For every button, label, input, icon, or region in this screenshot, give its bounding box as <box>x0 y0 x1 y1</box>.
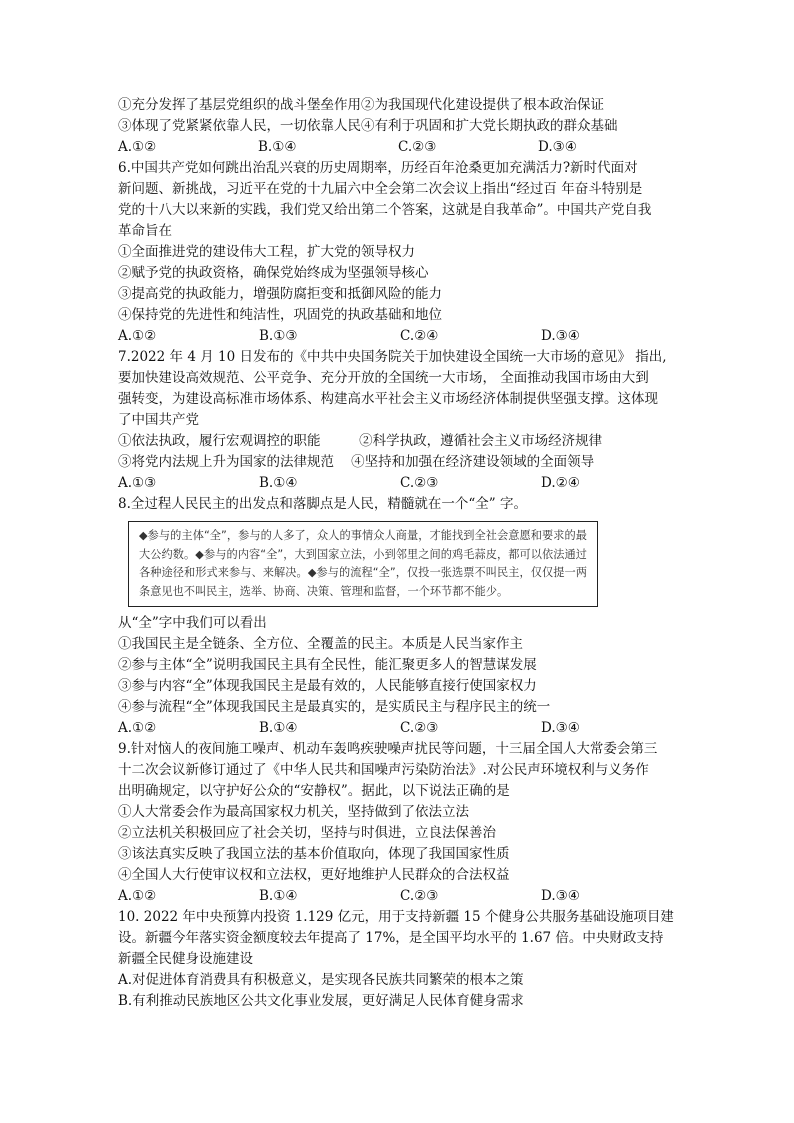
option-d: D.②④ <box>541 475 580 491</box>
q9-item-4: ④全国人大行使审议权和立法权，更好地维护人民群众的合法权益 <box>118 867 510 883</box>
q6-stem-line: 革命旨在 <box>118 223 172 239</box>
q9-stem-line: 十二次会议新修订通过了《中华人民共和国噪声污染防治法》.对公民声环境权利与义务作 <box>118 762 649 778</box>
question-10 <box>118 907 693 1012</box>
option-b: B.①④ <box>259 720 298 736</box>
option-b: B.①④ <box>259 475 298 491</box>
q8-lead: 从“全”字中我们可以看出 <box>118 615 267 631</box>
q7-stem-line: 要加快建设高效规范、公平竞争、充分开放的全国统一大市场， 全面推动我国市场由大到 <box>118 370 649 386</box>
q10-stem-line: 设。新疆今年落实资金额度较去年提高了 17%，是全国平均水平的 1.67 倍。中央财政支持 <box>118 930 664 946</box>
option-b: B.①③ <box>259 328 298 344</box>
q7-item-1-2: ①依法执政，履行宏观调控的职能 ②科学执政，遵循社会主义市场经济规律 <box>118 433 603 449</box>
q7-item-3-4: ③将党内法规上升为国家的法律规范 ④坚持和加强在经济建设领域的全面领导 <box>118 454 595 470</box>
q8-item-3: ③参与内容“全”体现我国民主是最有效的，人民能够直接行使国家权力 <box>118 678 537 694</box>
option-d: D.③④ <box>541 888 580 904</box>
q10-option-a: A.对促进体育消费具有积极意义，是实现各民族共同繁荣的根本之策 <box>118 972 524 988</box>
option-a: A.①② <box>118 720 157 736</box>
q8-stem: 8.全过程人民民主的出发点和落脚点是人民，精髓就在一个“全” 字。 <box>118 496 527 512</box>
q6-item-1: ①全面推进党的建设伟大工程，扩大党的领导权力 <box>118 244 415 260</box>
q10-stem-line: 新疆全民健身设施建设 <box>118 951 253 967</box>
q6-stem-line: 6.中国共产党如何跳出治乱兴衰的历史周期率，历经百年沧桑更加充满活力?新时代面对 <box>118 160 638 176</box>
q7-stem-line: 7.2022 年 4 月 10 日发布的《中共中央国务院关于加快建设全国统一大市场的意见》 指出, <box>118 349 667 365</box>
q8-item-2: ②参与主体“全”说明我国民主具有全民性，能汇聚更多人的智慧谋发展 <box>118 657 537 673</box>
q7-stem-line: 了中国共产党 <box>118 412 199 428</box>
q6-item-2: ②赋予党的执政资格，确保党始终成为坚强领导核心 <box>118 265 429 281</box>
option-a: A.①② <box>118 328 157 344</box>
q8-item-4: ④参与流程“全”体现我国民主是最真实的，是实质民主与程序民主的统一 <box>118 699 551 715</box>
question-9 <box>118 739 693 907</box>
q6-stem-line: 新问题、新挑战，习近平在党的十九届六中全会第二次会议上指出“经过百 年奋斗特别是 <box>118 181 643 197</box>
option-d: D.③④ <box>541 328 580 344</box>
option-c: C.②③ <box>400 475 439 491</box>
q8-material-box <box>128 521 598 607</box>
q9-options <box>118 886 693 907</box>
option-a: A.①③ <box>118 475 157 491</box>
q6-options <box>118 326 693 347</box>
option-b: B.①④ <box>258 139 297 155</box>
q7-options <box>118 473 693 494</box>
option-c: C.②③ <box>400 720 439 736</box>
q10-option-b: B.有利推动民族地区公共文化事业发展，更好满足人民体育健身需求 <box>118 993 524 1009</box>
option-a: A.①② <box>118 139 157 155</box>
q9-stem-line: 9.针对恼人的夜间施工噪声、机动车轰鸣疾驶噪声扰民等问题，十三届全国人大常委会第三 <box>118 741 658 757</box>
q9-item-1: ①人大常委会作为最高国家权力机关，坚持做到了依法立法 <box>118 804 469 820</box>
option-a: A.①② <box>118 888 157 904</box>
option-c: C.②④ <box>400 328 439 344</box>
q6-item-4: ④保持党的先进性和纯洁性，巩固党的执政基础和地位 <box>118 307 442 323</box>
q6-item-3: ③提高党的执政能力，增强防腐拒变和抵御风险的能力 <box>118 286 442 302</box>
q5-options <box>118 137 693 158</box>
q9-item-2: ②立法机关积极回应了社会关切，坚持与时俱进，立良法保善治 <box>118 825 496 841</box>
q8-material-text: ◆参与的主体“全”，参与的人多了，众人的事情众人商量，才能找到全社会意愿和要求的最大公约数。◆参与的内容“全”，大到国家立法，小到邻里之间的鸡毛蒜皮，都可以依法通过各种途径和形式来参与、来解决。◆参与的流程“全”，仅投一张选票不叫民主，仅仅提一两条意见也不叫民主，选举、协商、决策、管理和监督，一个环节都不能少。 <box>139 529 587 598</box>
q9-item-3: ③该法真实反映了我国立法的基本价值取向，体现了我国国家性质 <box>118 846 510 862</box>
option-d: D.③④ <box>538 139 577 155</box>
question-7 <box>118 347 693 494</box>
option-c: C.②③ <box>398 139 437 155</box>
option-c: C.②③ <box>400 888 439 904</box>
question-6 <box>118 158 693 347</box>
q7-stem-line: 强转变，为建设高标准市场体系、构建高水平社会主义市场经济体制提供坚强支撑。这体现 <box>118 391 658 407</box>
q8-options <box>118 718 693 739</box>
q5-item-1-2: ①充分发挥了基层党组织的战斗堡垒作用②为我国现代化建设提供了根本政治保证 <box>118 97 604 113</box>
question-8 <box>118 494 693 739</box>
option-b: B.①④ <box>259 888 298 904</box>
page-content <box>118 95 693 1012</box>
option-d: D.③④ <box>541 720 580 736</box>
q10-stem-line: 10. 2022 年中央预算内投资 1.129 亿元，用于支持新疆 15 个健身公共服务基础设施项目建 <box>118 909 674 925</box>
q5-item-3-4: ③体现了党紧紧依靠人民，一切依靠人民④有利于巩固和扩大党长期执政的群众基础 <box>118 118 618 134</box>
q6-stem-line: 党的十八大以来新的实践，我们党又给出第二个答案，这就是自我革命”。中国共产党自我 <box>118 202 652 218</box>
q8-item-1: ①我国民主是全链条、全方位、全覆盖的民主。本质是人民当家作主 <box>118 636 523 652</box>
q9-stem-line: 出明确规定，以守护好公众的“安静权”。据此，以下说法正确的是 <box>118 783 510 799</box>
question-5 <box>118 95 693 158</box>
